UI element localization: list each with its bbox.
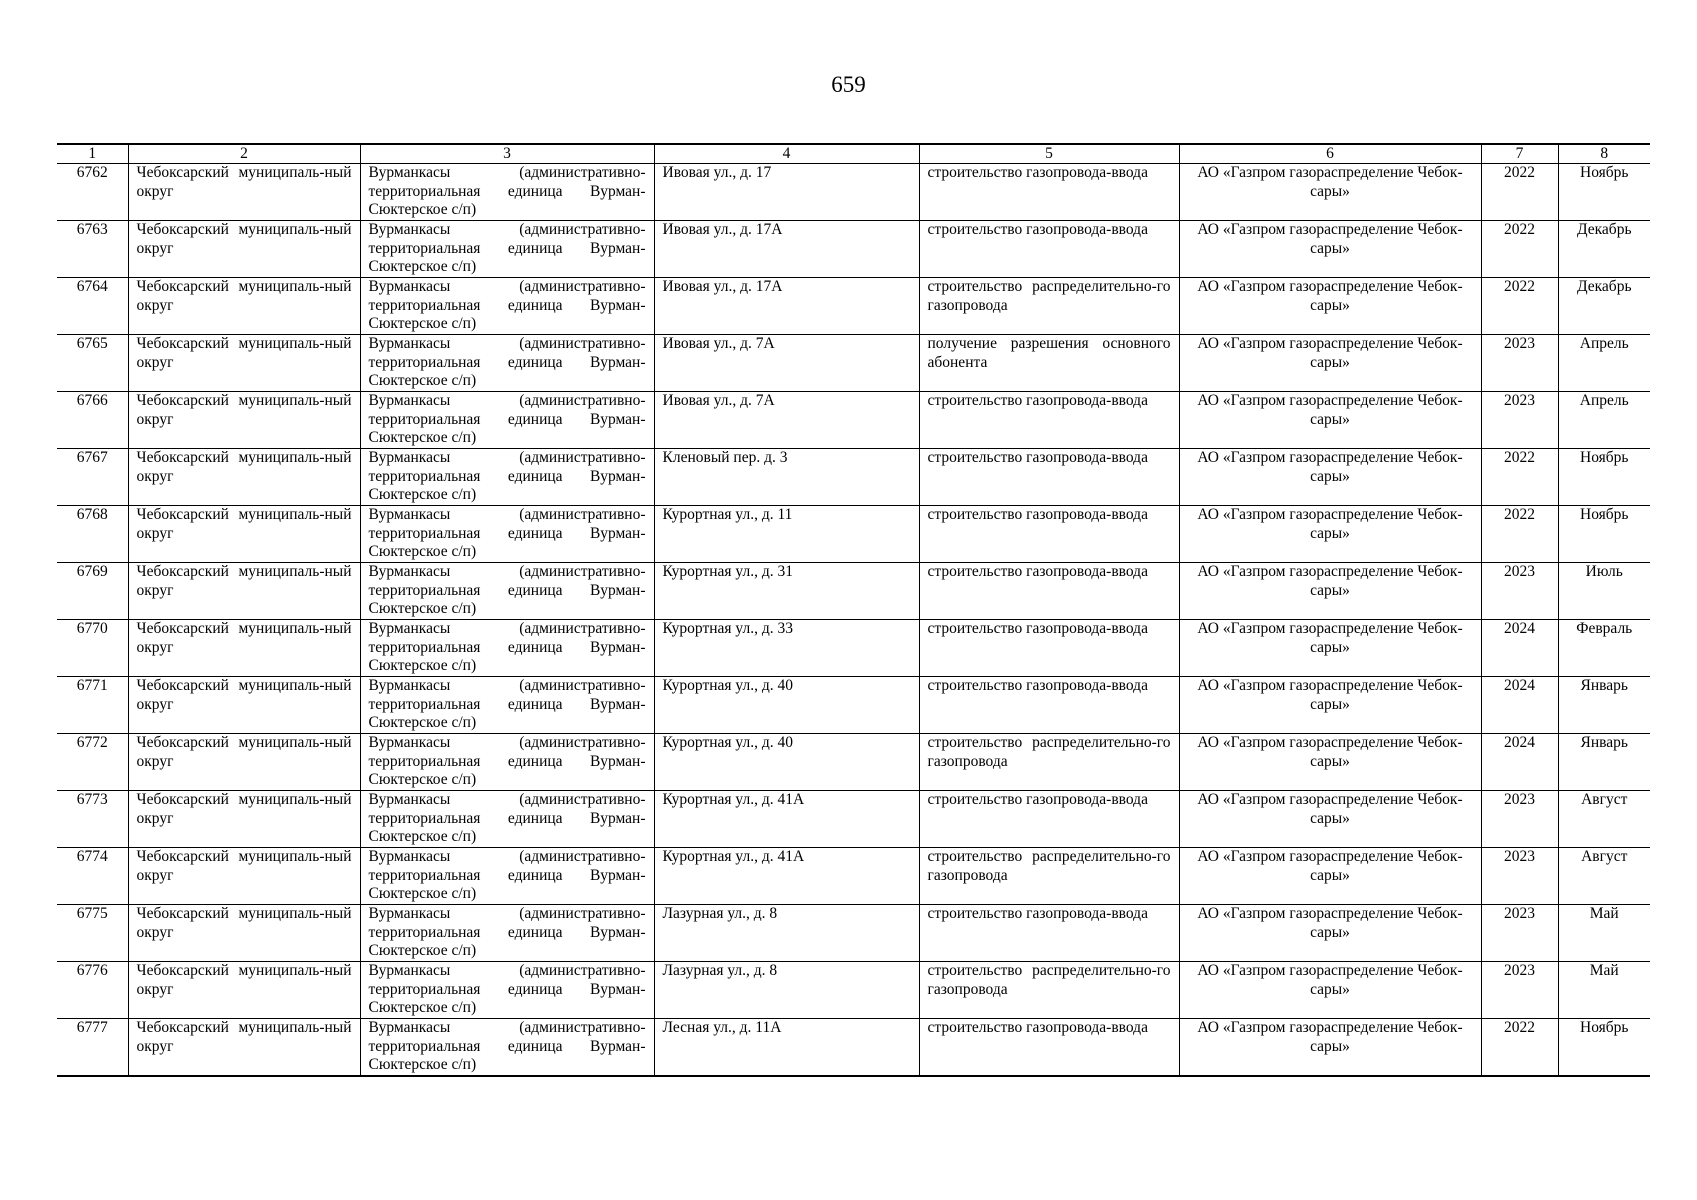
year-cell: 2024 xyxy=(1481,734,1558,791)
address-cell: Курортная ул., д. 40 xyxy=(654,677,919,734)
row-number-cell: 6762 xyxy=(57,164,128,221)
work-type-cell: строительство распределительно-го газопровода xyxy=(919,848,1179,905)
register-table xyxy=(57,143,1650,1077)
district-cell: Чебоксарский муниципаль-ный округ xyxy=(128,335,360,392)
district-cell: Чебоксарский муниципаль-ный округ xyxy=(128,392,360,449)
table-row xyxy=(57,905,1650,962)
organization-cell: АО «Газпром газораспределение Чебок-сары» xyxy=(1179,335,1481,392)
year-cell: 2022 xyxy=(1481,1019,1558,1076)
work-type-cell: строительство газопровода-ввода xyxy=(919,905,1179,962)
organization-cell: АО «Газпром газораспределение Чебок-сары» xyxy=(1179,848,1481,905)
settlement-cell: Вурманкасы (административно-территориальная единица Вурман-Сюктерское с/п) xyxy=(360,677,654,734)
work-type-cell: строительство газопровода-ввода xyxy=(919,221,1179,278)
month-cell: Август xyxy=(1558,791,1650,848)
organization-cell: АО «Газпром газораспределение Чебок-сары» xyxy=(1179,392,1481,449)
row-number-cell: 6776 xyxy=(57,962,128,1019)
year-cell: 2023 xyxy=(1481,335,1558,392)
table-row xyxy=(57,677,1650,734)
row-number-cell: 6768 xyxy=(57,506,128,563)
row-number-cell: 6777 xyxy=(57,1019,128,1076)
organization-cell: АО «Газпром газораспределение Чебок-сары» xyxy=(1179,734,1481,791)
settlement-cell: Вурманкасы (административно-территориальная единица Вурман-Сюктерское с/п) xyxy=(360,278,654,335)
organization-cell: АО «Газпром газораспределение Чебок-сары» xyxy=(1179,449,1481,506)
month-cell: Февраль xyxy=(1558,620,1650,677)
settlement-cell: Вурманкасы (административно-территориальная единица Вурман-Сюктерское с/п) xyxy=(360,1019,654,1076)
address-cell: Курортная ул., д. 41А xyxy=(654,848,919,905)
column-number-row xyxy=(57,144,1650,164)
year-cell: 2022 xyxy=(1481,221,1558,278)
work-type-cell: строительство газопровода-ввода xyxy=(919,791,1179,848)
work-type-cell: получение разрешения основного абонента xyxy=(919,335,1179,392)
organization-cell: АО «Газпром газораспределение Чебок-сары» xyxy=(1179,164,1481,221)
row-number-cell: 6763 xyxy=(57,221,128,278)
row-number-cell: 6773 xyxy=(57,791,128,848)
table-body xyxy=(57,164,1650,1076)
month-cell: Декабрь xyxy=(1558,221,1650,278)
work-type-cell: строительство газопровода-ввода xyxy=(919,677,1179,734)
settlement-cell: Вурманкасы (административно-территориальная единица Вурман-Сюктерское с/п) xyxy=(360,449,654,506)
row-number-cell: 6771 xyxy=(57,677,128,734)
organization-cell: АО «Газпром газораспределение Чебок-сары» xyxy=(1179,677,1481,734)
month-cell: Апрель xyxy=(1558,392,1650,449)
table-row xyxy=(57,734,1650,791)
settlement-cell: Вурманкасы (административно-территориальная единица Вурман-Сюктерское с/п) xyxy=(360,791,654,848)
table-row xyxy=(57,392,1650,449)
year-cell: 2022 xyxy=(1481,506,1558,563)
district-cell: Чебоксарский муниципаль-ный округ xyxy=(128,563,360,620)
organization-cell: АО «Газпром газораспределение Чебок-сары» xyxy=(1179,620,1481,677)
district-cell: Чебоксарский муниципаль-ный округ xyxy=(128,905,360,962)
work-type-cell: строительство распределительно-го газопровода xyxy=(919,278,1179,335)
month-cell: Май xyxy=(1558,905,1650,962)
row-number-cell: 6764 xyxy=(57,278,128,335)
table-row xyxy=(57,164,1650,221)
table-row xyxy=(57,962,1650,1019)
row-number-cell: 6770 xyxy=(57,620,128,677)
district-cell: Чебоксарский муниципаль-ный округ xyxy=(128,734,360,791)
column-header: 4 xyxy=(654,144,919,164)
settlement-cell: Вурманкасы (административно-территориальная единица Вурман-Сюктерское с/п) xyxy=(360,962,654,1019)
organization-cell: АО «Газпром газораспределение Чебок-сары» xyxy=(1179,506,1481,563)
organization-cell: АО «Газпром газораспределение Чебок-сары» xyxy=(1179,905,1481,962)
settlement-cell: Вурманкасы (административно-территориальная единица Вурман-Сюктерское с/п) xyxy=(360,848,654,905)
address-cell: Ивовая ул., д. 7А xyxy=(654,392,919,449)
column-header: 2 xyxy=(128,144,360,164)
year-cell: 2023 xyxy=(1481,563,1558,620)
district-cell: Чебоксарский муниципаль-ный округ xyxy=(128,791,360,848)
month-cell: Январь xyxy=(1558,677,1650,734)
table-row xyxy=(57,848,1650,905)
district-cell: Чебоксарский муниципаль-ный округ xyxy=(128,848,360,905)
organization-cell: АО «Газпром газораспределение Чебок-сары» xyxy=(1179,221,1481,278)
address-cell: Ивовая ул., д. 7А xyxy=(654,335,919,392)
organization-cell: АО «Газпром газораспределение Чебок-сары» xyxy=(1179,1019,1481,1076)
address-cell: Лазурная ул., д. 8 xyxy=(654,962,919,1019)
column-header: 6 xyxy=(1179,144,1481,164)
settlement-cell: Вурманкасы (административно-территориальная единица Вурман-Сюктерское с/п) xyxy=(360,734,654,791)
table-row xyxy=(57,506,1650,563)
organization-cell: АО «Газпром газораспределение Чебок-сары» xyxy=(1179,278,1481,335)
column-header: 1 xyxy=(57,144,128,164)
column-header: 8 xyxy=(1558,144,1650,164)
address-cell: Курортная ул., д. 11 xyxy=(654,506,919,563)
settlement-cell: Вурманкасы (административно-территориальная единица Вурман-Сюктерское с/п) xyxy=(360,392,654,449)
settlement-cell: Вурманкасы (административно-территориальная единица Вурман-Сюктерское с/п) xyxy=(360,335,654,392)
year-cell: 2023 xyxy=(1481,791,1558,848)
address-cell: Лазурная ул., д. 8 xyxy=(654,905,919,962)
district-cell: Чебоксарский муниципаль-ный округ xyxy=(128,1019,360,1076)
month-cell: Ноябрь xyxy=(1558,506,1650,563)
work-type-cell: строительство газопровода-ввода xyxy=(919,392,1179,449)
district-cell: Чебоксарский муниципаль-ный округ xyxy=(128,677,360,734)
month-cell: Ноябрь xyxy=(1558,1019,1650,1076)
work-type-cell: строительство газопровода-ввода xyxy=(919,449,1179,506)
month-cell: Апрель xyxy=(1558,335,1650,392)
district-cell: Чебоксарский муниципаль-ный округ xyxy=(128,620,360,677)
year-cell: 2024 xyxy=(1481,620,1558,677)
work-type-cell: строительство газопровода-ввода xyxy=(919,506,1179,563)
district-cell: Чебоксарский муниципаль-ный округ xyxy=(128,278,360,335)
column-header: 3 xyxy=(360,144,654,164)
address-cell: Ивовая ул., д. 17 xyxy=(654,164,919,221)
row-number-cell: 6769 xyxy=(57,563,128,620)
month-cell: Август xyxy=(1558,848,1650,905)
address-cell: Ивовая ул., д. 17А xyxy=(654,278,919,335)
year-cell: 2022 xyxy=(1481,164,1558,221)
month-cell: Декабрь xyxy=(1558,278,1650,335)
address-cell: Курортная ул., д. 41А xyxy=(654,791,919,848)
address-cell: Кленовый пер. д. 3 xyxy=(654,449,919,506)
table-row xyxy=(57,449,1650,506)
page-number: 659 xyxy=(831,72,866,97)
address-cell: Ивовая ул., д. 17А xyxy=(654,221,919,278)
district-cell: Чебоксарский муниципаль-ный округ xyxy=(128,962,360,1019)
organization-cell: АО «Газпром газораспределение Чебок-сары» xyxy=(1179,791,1481,848)
work-type-cell: строительство газопровода-ввода xyxy=(919,620,1179,677)
year-cell: 2023 xyxy=(1481,848,1558,905)
year-cell: 2022 xyxy=(1481,449,1558,506)
table-row xyxy=(57,1019,1650,1076)
organization-cell: АО «Газпром газораспределение Чебок-сары» xyxy=(1179,962,1481,1019)
settlement-cell: Вурманкасы (административно-территориальная единица Вурман-Сюктерское с/п) xyxy=(360,506,654,563)
row-number-cell: 6775 xyxy=(57,905,128,962)
row-number-cell: 6774 xyxy=(57,848,128,905)
year-cell: 2024 xyxy=(1481,677,1558,734)
organization-cell: АО «Газпром газораспределение Чебок-сары» xyxy=(1179,563,1481,620)
settlement-cell: Вурманкасы (административно-территориальная единица Вурман-Сюктерское с/п) xyxy=(360,563,654,620)
column-header: 5 xyxy=(919,144,1179,164)
table-row xyxy=(57,620,1650,677)
month-cell: Май xyxy=(1558,962,1650,1019)
work-type-cell: строительство распределительно-го газопровода xyxy=(919,962,1179,1019)
table-row xyxy=(57,791,1650,848)
work-type-cell: строительство распределительно-го газопровода xyxy=(919,734,1179,791)
work-type-cell: строительство газопровода-ввода xyxy=(919,1019,1179,1076)
settlement-cell: Вурманкасы (административно-территориальная единица Вурман-Сюктерское с/п) xyxy=(360,164,654,221)
settlement-cell: Вурманкасы (административно-территориальная единица Вурман-Сюктерское с/п) xyxy=(360,905,654,962)
work-type-cell: строительство газопровода-ввода xyxy=(919,563,1179,620)
month-cell: Ноябрь xyxy=(1558,164,1650,221)
address-cell: Курортная ул., д. 33 xyxy=(654,620,919,677)
year-cell: 2023 xyxy=(1481,392,1558,449)
district-cell: Чебоксарский муниципаль-ный округ xyxy=(128,449,360,506)
month-cell: Ноябрь xyxy=(1558,449,1650,506)
row-number-cell: 6765 xyxy=(57,335,128,392)
district-cell: Чебоксарский муниципаль-ный округ xyxy=(128,164,360,221)
table-row xyxy=(57,335,1650,392)
address-cell: Лесная ул., д. 11А xyxy=(654,1019,919,1076)
district-cell: Чебоксарский муниципаль-ный округ xyxy=(128,506,360,563)
work-type-cell: строительство газопровода-ввода xyxy=(919,164,1179,221)
district-cell: Чебоксарский муниципаль-ный округ xyxy=(128,221,360,278)
address-cell: Курортная ул., д. 31 xyxy=(654,563,919,620)
month-cell: Январь xyxy=(1558,734,1650,791)
column-header: 7 xyxy=(1481,144,1558,164)
address-cell: Курортная ул., д. 40 xyxy=(654,734,919,791)
table-row xyxy=(57,221,1650,278)
settlement-cell: Вурманкасы (административно-территориальная единица Вурман-Сюктерское с/п) xyxy=(360,620,654,677)
table-row xyxy=(57,278,1650,335)
table-row xyxy=(57,563,1650,620)
settlement-cell: Вурманкасы (административно-территориальная единица Вурман-Сюктерское с/п) xyxy=(360,221,654,278)
year-cell: 2023 xyxy=(1481,905,1558,962)
row-number-cell: 6772 xyxy=(57,734,128,791)
year-cell: 2022 xyxy=(1481,278,1558,335)
row-number-cell: 6767 xyxy=(57,449,128,506)
year-cell: 2023 xyxy=(1481,962,1558,1019)
row-number-cell: 6766 xyxy=(57,392,128,449)
month-cell: Июль xyxy=(1558,563,1650,620)
